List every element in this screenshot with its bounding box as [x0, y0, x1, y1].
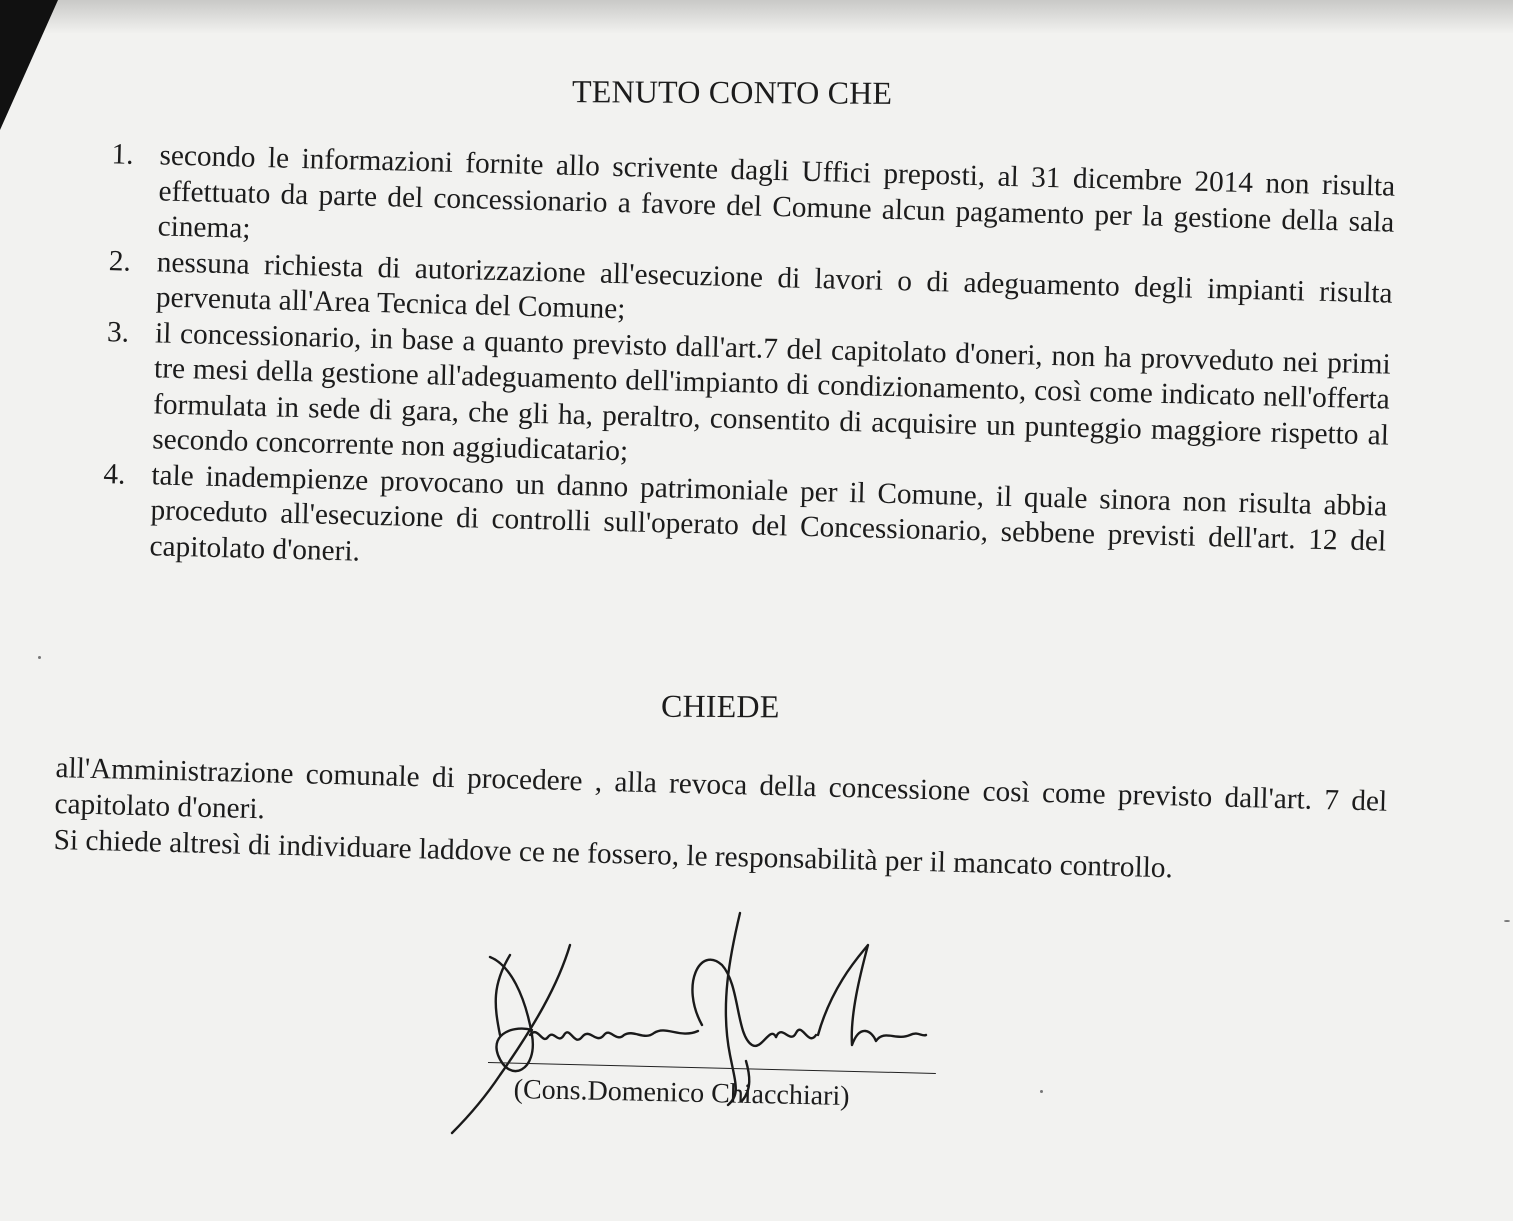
list-item-text: nessuna richiesta di autorizzazione all'esecuzione di lavori o di adeguamento degli impianti risulta pervenuta all'Area Tecnica del Comune;	[155, 245, 1393, 326]
additional-request-paragraph: Si chiede altresì di individuare laddove ce ne fossero, le responsabilità per il mancato controllo.	[53, 823, 1174, 885]
list-item-number: 1.	[111, 138, 134, 171]
list-item-number: 2.	[108, 244, 132, 278]
heading-chiede: CHIEDE	[660, 687, 780, 725]
scan-speck	[38, 656, 41, 659]
list-item-text: tale inadempienze provocano un danno patrimoniale per il Comune, il quale sinora non risulta abbia proceduto all'esecuzione di controlli sull'operato del Concessionario, sebbene previsti dell'art. 12 del capitolato d'oneri.	[149, 458, 1388, 568]
list-item-text: il concessionario, in base a quanto previsto dall'art.7 del capitolato d'oneri, non ha provveduto nei primi tre mesi della gestione all'adeguamento dell'impianto di condizionamento, così come indicato nell'offerta formulata in sede di gara, che gli ha, peraltro, consentito di acquisire un punteggio maggiore rispetto al secondo concorrente non aggiudicatario;	[151, 316, 1392, 468]
request-paragraph: all'Amministrazione comunale di procedere , alla revoca della concessione così come previsto dall'art. 7 del capitolato d'oneri.	[54, 751, 1388, 826]
considerations-list	[93, 137, 1395, 596]
request-section	[53, 750, 1387, 892]
list-item-number: 3.	[106, 315, 130, 349]
list-item-text: secondo le informazioni fornite allo scrivente dagli Uffici preposti, al 31 dicembre 2014 non risulta effettuato da parte del concessionario a favore del Comune alcun pagamento per la gestione della sala cinema;	[157, 139, 1396, 245]
scan-speck	[1504, 920, 1510, 922]
list-item-number: 4.	[103, 457, 126, 491]
scan-speck	[1040, 1090, 1043, 1093]
heading-tenuto-conto: TENUTO CONTO CHE	[571, 73, 893, 111]
signer-name: (Cons.Domenico Chiacchiari)	[513, 1074, 850, 1113]
